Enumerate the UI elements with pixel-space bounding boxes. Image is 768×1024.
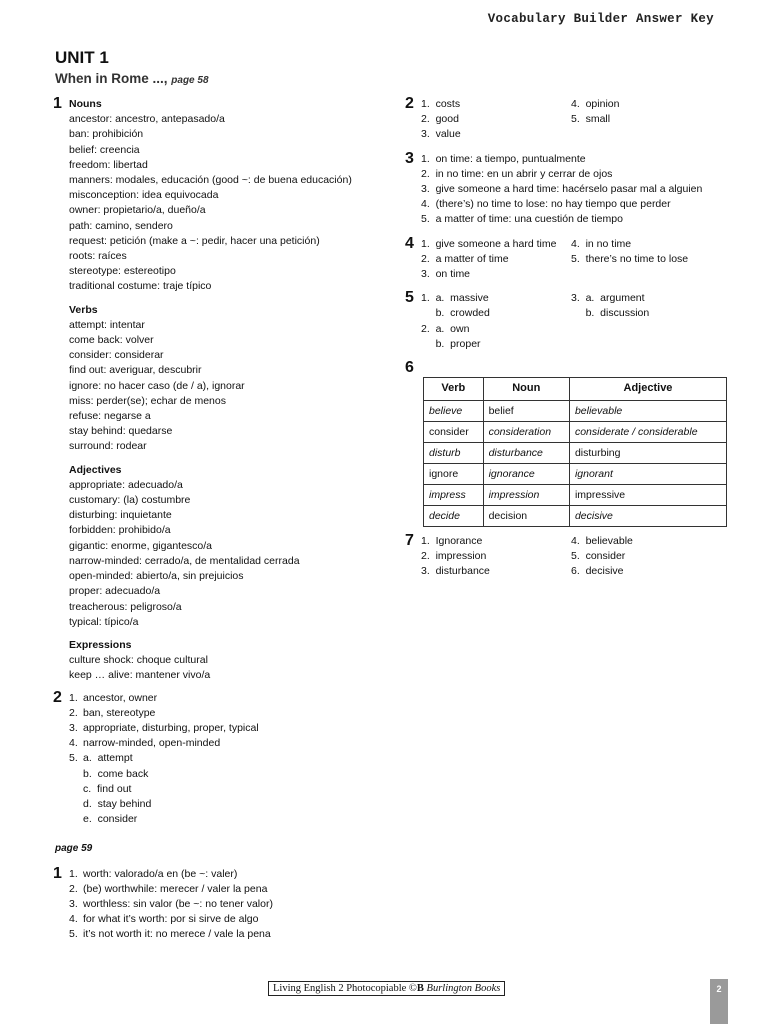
table-cell: decide xyxy=(424,506,484,527)
item-number: 3. xyxy=(69,897,78,910)
table-cell: impressive xyxy=(569,485,726,506)
vocab-entry: surround: rodear xyxy=(69,440,147,453)
table-header-row xyxy=(424,378,727,401)
vocab-entry: ban: prohibición xyxy=(69,128,144,141)
word-forms-table xyxy=(423,377,727,527)
answer-item xyxy=(69,812,375,827)
item-number: 4. xyxy=(69,737,78,750)
exercise-2 xyxy=(407,97,727,143)
item-text: b. come back xyxy=(83,767,149,780)
vocab-entry: stay behind: quedarse xyxy=(69,425,173,438)
answer-item xyxy=(69,736,375,751)
answer-item: b. crowded xyxy=(421,307,490,320)
item-text: e. consider xyxy=(83,813,138,826)
answer-item: 3. on time xyxy=(421,268,471,281)
answer-item xyxy=(69,897,375,912)
vocab-entry: ignore: no hacer caso (de / a), ignorar xyxy=(69,379,245,392)
vocab-entry: disturbing: inquietante xyxy=(69,509,172,522)
table-cell: decisive xyxy=(569,506,726,527)
answer-column xyxy=(571,534,633,580)
vocab-entry: keep … alive: mantener vivo/a xyxy=(69,669,211,682)
vocab-entry: path: camino, sendero xyxy=(69,219,173,232)
answer-item xyxy=(69,797,375,812)
answer-column xyxy=(421,534,571,580)
page-number: 2 xyxy=(710,979,728,1024)
expressions-heading: Expressions xyxy=(69,638,132,651)
answer-item xyxy=(69,912,375,927)
item-text: ancestor, owner xyxy=(83,691,158,704)
vocab-entry: come back: volver xyxy=(69,334,154,347)
item-text: for what it’s worth: por si sirve de algo xyxy=(83,913,259,926)
answer-item: 4. believable xyxy=(571,535,633,548)
answer-item: 3. a. argument xyxy=(571,292,645,305)
table-cell: belief xyxy=(483,401,569,422)
table-body xyxy=(424,401,727,527)
table-cell: impression xyxy=(483,485,569,506)
table-cell: consideration xyxy=(483,422,569,443)
footer-text: Living English 2 Photocopiable © xyxy=(273,983,417,994)
unit-title: UNIT 1 xyxy=(55,48,109,67)
vocab-entry: appropriate: adecuado/a xyxy=(69,478,183,491)
answer-item: 4. in no time xyxy=(571,237,632,250)
answer-item: 4. (there’s) no time to lose: no hay tiempo que perder xyxy=(421,198,671,211)
exercise-number: 5 xyxy=(405,289,414,307)
adjectives-heading: Adjectives xyxy=(69,463,122,476)
verbs-list xyxy=(69,318,375,455)
exercise-1 xyxy=(55,97,375,684)
item-number: 5. xyxy=(69,752,78,765)
vocab-entry: treacherous: peligroso/a xyxy=(69,600,182,613)
answer-item xyxy=(69,927,375,942)
vocab-entry: manners: modales, educación (good ~: de buena educación) xyxy=(69,174,352,187)
answer-item xyxy=(69,882,375,897)
exercise-number: 4 xyxy=(405,234,414,252)
answer-item xyxy=(69,751,375,766)
publisher-logo: B xyxy=(416,983,424,994)
nouns-heading: Nouns xyxy=(69,98,102,110)
table-cell: ignorance xyxy=(483,464,569,485)
item-text: (be) worthwhile: merecer / valer la pena xyxy=(83,882,268,895)
table-cell: impress xyxy=(424,485,484,506)
table-cell: disturb xyxy=(424,443,484,464)
vocab-entry: traditional costume: traje típico xyxy=(69,280,212,293)
answer-list xyxy=(421,152,727,228)
column-header: Verb xyxy=(424,378,484,401)
exercise-5 xyxy=(407,291,727,352)
answer-item: 2. in no time: en un abrir y cerrar de ojos xyxy=(421,167,613,180)
answer-item: 2. good xyxy=(421,113,459,126)
item-text: it’s not worth it: no merece / vale la pena xyxy=(83,928,271,941)
answer-item: b. discussion xyxy=(571,307,650,320)
answer-list xyxy=(69,691,375,828)
answer-item: 5. consider xyxy=(571,550,626,563)
table-cell: consider xyxy=(424,422,484,443)
item-number: 4. xyxy=(69,913,78,926)
item-text: a. attempt xyxy=(83,752,133,765)
lesson-title xyxy=(55,71,209,86)
exercise-number: 3 xyxy=(405,149,414,167)
answer-column xyxy=(421,291,571,352)
table-cell: ignore xyxy=(424,464,484,485)
exercise-number: 2 xyxy=(405,95,414,112)
answer-item: 1. a. massive xyxy=(421,292,489,305)
answer-item: 3. give someone a hard time: hacérselo pasar mal a alguien xyxy=(421,183,703,196)
answer-item xyxy=(69,767,375,782)
item-number: 1. xyxy=(69,691,78,704)
adjectives-list xyxy=(69,478,375,630)
answer-item: 3. value xyxy=(421,128,461,141)
answer-item xyxy=(69,706,375,721)
vocab-entry: proper: adecuado/a xyxy=(69,585,161,598)
right-column xyxy=(407,97,727,580)
answer-list xyxy=(69,867,375,943)
answer-item: 2. a matter of time xyxy=(421,252,509,265)
table-cell: decision xyxy=(483,506,569,527)
answer-item xyxy=(69,867,375,882)
vocab-entry: find out: averiguar, descubrir xyxy=(69,364,202,377)
vocab-entry: consider: considerar xyxy=(69,349,164,362)
table-cell: considerate / considerable xyxy=(569,422,726,443)
item-number: 2. xyxy=(69,706,78,719)
answer-item: 5. there’s no time to lose xyxy=(571,252,689,265)
table-cell: ignorant xyxy=(569,464,726,485)
vocab-entry: request: petición (make a ~: pedir, hacer una petición) xyxy=(69,234,320,247)
item-number: 2. xyxy=(69,882,78,895)
answer-item xyxy=(69,782,375,797)
page-59-label: page 59 xyxy=(55,843,93,855)
column-header: Adjective xyxy=(569,378,726,401)
running-header: Vocabulary Builder Answer Key xyxy=(487,12,714,26)
answer-item: 1. costs xyxy=(421,98,461,110)
nouns-list xyxy=(69,112,375,294)
expressions-list xyxy=(69,653,375,683)
vocab-entry: ancestor: ancestro, antepasado/a xyxy=(69,113,225,126)
answer-item xyxy=(69,721,375,736)
answer-item: 4. opinion xyxy=(571,98,620,110)
item-text: worth: valorado/a en (be ~: valer) xyxy=(83,867,238,880)
item-number: 1. xyxy=(69,867,78,880)
table-cell: disturbance xyxy=(483,443,569,464)
item-text: d. stay behind xyxy=(83,797,152,810)
vocab-entry: typical: típico/a xyxy=(69,615,139,628)
table-row xyxy=(424,443,727,464)
item-text: appropriate, disturbing, proper, typical xyxy=(83,721,259,734)
answer-item: 1. on time: a tiempo, puntualmente xyxy=(421,152,586,165)
answer-column xyxy=(421,97,571,143)
vocab-entry: roots: raíces xyxy=(69,250,127,263)
vocab-entry: miss: perder(se); echar de menos xyxy=(69,394,226,407)
lesson-page: page 58 xyxy=(171,75,209,86)
answer-item: 5. small xyxy=(571,113,611,126)
answer-item: b. proper xyxy=(421,337,481,350)
answer-item xyxy=(69,691,375,706)
item-text: c. find out xyxy=(83,782,132,795)
exercise-4 xyxy=(405,234,727,283)
answer-column xyxy=(571,237,688,283)
item-text: ban, stereotype xyxy=(83,706,156,719)
answer-item: 6. decisive xyxy=(571,565,624,578)
table-cell: disturbing xyxy=(569,443,726,464)
table-row xyxy=(424,401,727,422)
item-number: 5. xyxy=(69,928,78,941)
item-text: narrow-minded, open-minded xyxy=(83,737,221,750)
exercise-7 xyxy=(407,534,727,580)
copyright-footer xyxy=(268,981,505,996)
exercise-number: 1 xyxy=(53,864,62,882)
table-cell: believe xyxy=(424,401,484,422)
exercise-2 xyxy=(53,688,375,857)
vocab-entry: refuse: negarse a xyxy=(69,410,151,423)
vocab-entry: forbidden: prohibido/a xyxy=(69,524,171,537)
vocab-entry: belief: creencia xyxy=(69,143,140,156)
exercise-1-page-59 xyxy=(53,864,375,943)
publisher-name: Burlington Books xyxy=(426,983,501,994)
answer-column xyxy=(571,291,649,352)
table-row xyxy=(424,485,727,506)
verbs-heading: Verbs xyxy=(69,303,98,316)
vocab-entry: culture shock: choque cultural xyxy=(69,654,208,667)
vocab-entry: gigantic: enorme, gigantesco/a xyxy=(69,539,213,552)
exercise-3 xyxy=(405,149,727,228)
exercise-number: 2 xyxy=(53,688,62,706)
vocab-entry: freedom: libertad xyxy=(69,158,148,171)
exercise-number: 6 xyxy=(405,359,414,377)
vocab-entry: customary: (la) costumbre xyxy=(69,494,191,507)
answer-item: 3. disturbance xyxy=(421,565,490,578)
table-row xyxy=(424,464,727,485)
vocab-entry: misconception: idea equivocada xyxy=(69,189,219,202)
answer-item: 1. give someone a hard time xyxy=(421,237,557,250)
answer-column xyxy=(571,97,619,143)
table-row xyxy=(424,422,727,443)
answer-item: 2. a. own xyxy=(421,322,470,335)
vocab-entry: attempt: intentar xyxy=(69,318,145,331)
left-column xyxy=(55,97,375,943)
answer-item: 1. Ignorance xyxy=(421,535,483,548)
exercise-6 xyxy=(407,361,727,527)
item-number: 3. xyxy=(69,721,78,734)
answer-item: 2. impression xyxy=(421,550,487,563)
vocab-entry: open-minded: abierto/a, sin prejuicios xyxy=(69,570,244,583)
exercise-number: 1 xyxy=(53,95,62,112)
answer-column xyxy=(421,237,571,283)
answer-item: 5. a matter of time: una cuestión de tiempo xyxy=(421,213,623,226)
vocab-entry: narrow-minded: cerrado/a, de mentalidad cerrada xyxy=(69,554,300,567)
exercise-number: 7 xyxy=(405,532,414,550)
vocab-entry: owner: propietario/a, dueño/a xyxy=(69,204,206,217)
column-header: Noun xyxy=(483,378,569,401)
table-row xyxy=(424,506,727,527)
item-text: worthless: sin valor (be ~: no tener valor) xyxy=(83,897,273,910)
table-cell: believable xyxy=(569,401,726,422)
vocab-entry: stereotype: estereotipo xyxy=(69,265,176,278)
lesson-name: When in Rome ..., xyxy=(55,71,168,86)
